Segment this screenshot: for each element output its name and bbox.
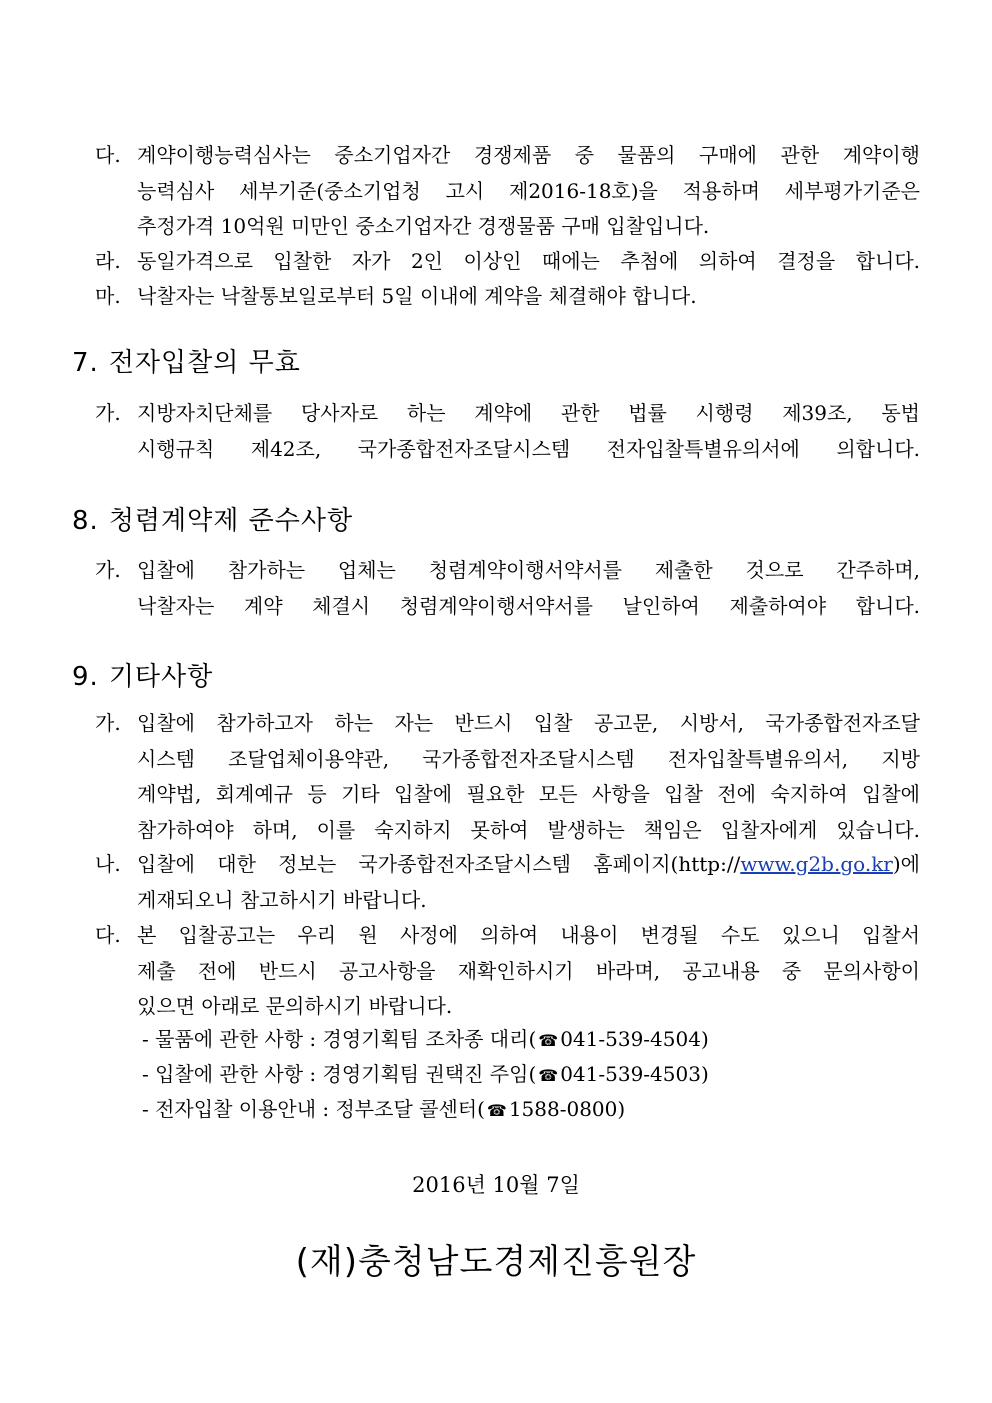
clause-line: 동일가격으로 입찰한 자가 2인 이상인 때에는 추첨에 의하여 결정을 합니다. <box>137 249 920 273</box>
clause-line: 지방자치단체를 당사자로 하는 계약에 관한 법률 시행령 제39조, 동법 <box>137 401 920 425</box>
clause-line: 계약이행능력심사는 중소기업자간 경쟁제품 중 물품의 구매에 관한 계약이행 <box>137 143 920 167</box>
section-title: 청렴계약제 준수사항 <box>108 506 354 536</box>
clause-line: 있으면 아래로 문의하시기 바랍니다. <box>137 994 453 1018</box>
clause-label: 가. <box>95 401 121 425</box>
phone-icon: ☎ <box>486 1101 507 1120</box>
contact-text: - 물품에 관한 사항 : 경영기획팀 조차종 대리( <box>142 1027 537 1051</box>
clause-line: 시행규칙 제42조, 국가종합전자조달시스템 전자입찰특별유의서에 의합니다. <box>137 436 920 461</box>
phone-icon: ☎ <box>538 1066 559 1085</box>
clause-label: 마. <box>95 284 121 308</box>
clause-line: 낙찰자는 낙찰통보일로부터 5일 이내에 계약을 체결해야 합니다. <box>137 284 697 308</box>
section-7-heading <box>72 346 301 380</box>
organization-name: (재)충청남도경제진흥원장 <box>295 1242 697 1282</box>
phone-icon: ☎ <box>538 1031 559 1050</box>
clause-line: 추정가격 10억원 미만인 중소기업자간 경쟁물품 구매 입찰입니다. <box>137 214 710 238</box>
contact-item <box>142 1057 709 1094</box>
clause-line: 계약법, 회계예규 등 기타 입찰에 필요한 모든 사항을 입찰 전에 숙지하여 입찰에 <box>137 782 920 806</box>
contact-text: - 입찰에 관한 사항 : 경영기획팀 권택진 주임( <box>142 1062 537 1086</box>
section-9-clause-da <box>95 918 920 1025</box>
section-8-heading <box>72 504 353 538</box>
clause-line: 능력심사 세부기준(중소기업청 고시 제2016-18호)을 적용하며 세부평가기준은 <box>137 178 920 203</box>
section-9-heading <box>72 660 213 694</box>
section-7-clause-ga <box>95 396 920 467</box>
clause-da <box>95 138 920 245</box>
clause-line: 참가하여야 하며, 이를 숙지하지 못하여 발생하는 책임은 입찰자에게 있습니다. <box>137 817 920 842</box>
clause-text: )에 <box>892 852 920 876</box>
contact-item <box>142 1022 709 1059</box>
clause-line: 입찰에 참가하는 업체는 청렴계약이행서약서를 제출한 것으로 간주하며, <box>137 558 920 582</box>
clause-label: 가. <box>95 558 121 582</box>
section-title: 전자입찰의 무효 <box>108 348 301 378</box>
clause-ma <box>95 279 920 315</box>
clause-line: 본 입찰공고는 우리 원 사정에 의하여 내용이 변경될 수도 있으니 입찰서 <box>137 923 920 947</box>
clause-label: 나. <box>95 852 121 876</box>
announcement-date: 2016년 10월 7일 <box>412 1173 580 1197</box>
clause-line: 게재되오니 참고하시기 바랍니다. <box>137 887 427 912</box>
contact-phone: 041-539-4504) <box>560 1027 709 1051</box>
g2b-website-link[interactable]: www.g2b.go.kr <box>740 852 893 876</box>
clause-line <box>95 847 920 883</box>
clause-text: 입찰에 대한 정보는 국가종합전자조달시스템 홈페이지(http:// <box>137 852 741 876</box>
section-number: 7. <box>72 348 99 378</box>
section-number: 9. <box>72 662 99 692</box>
clause-label: 라. <box>95 249 121 273</box>
section-8-clause-ga <box>95 553 920 624</box>
contact-text: - 전자입찰 이용안내 : 정부조달 콜센터( <box>142 1097 485 1121</box>
clause-line: 낙찰자는 계약 체결시 청렴계약이행서약서를 날인하여 제출하여야 합니다. <box>137 593 920 618</box>
clause-line: 시스템 조달업체이용약관, 국가종합전자조달시스템 전자입찰특별유의서, 지방 <box>137 746 920 771</box>
contact-item <box>142 1092 625 1129</box>
clause-line: 입찰에 참가하고자 하는 자는 반드시 입찰 공고문, 시방서, 국가종합전자조달 <box>137 711 920 735</box>
clause-label: 다. <box>95 923 121 947</box>
contact-phone: 1588-0800) <box>508 1097 626 1121</box>
clause-ra <box>95 244 920 280</box>
contact-phone: 041-539-4503) <box>560 1062 709 1086</box>
section-title: 기타사항 <box>108 662 214 692</box>
clause-line: 제출 전에 반드시 공고사항을 재확인하시기 바라며, 공고내용 중 문의사항이 <box>137 958 920 983</box>
clause-label: 가. <box>95 711 121 735</box>
section-9-clause-ga <box>95 706 920 848</box>
section-9-clause-na <box>95 847 920 918</box>
section-number: 8. <box>72 506 99 536</box>
clause-label: 다. <box>95 143 121 167</box>
